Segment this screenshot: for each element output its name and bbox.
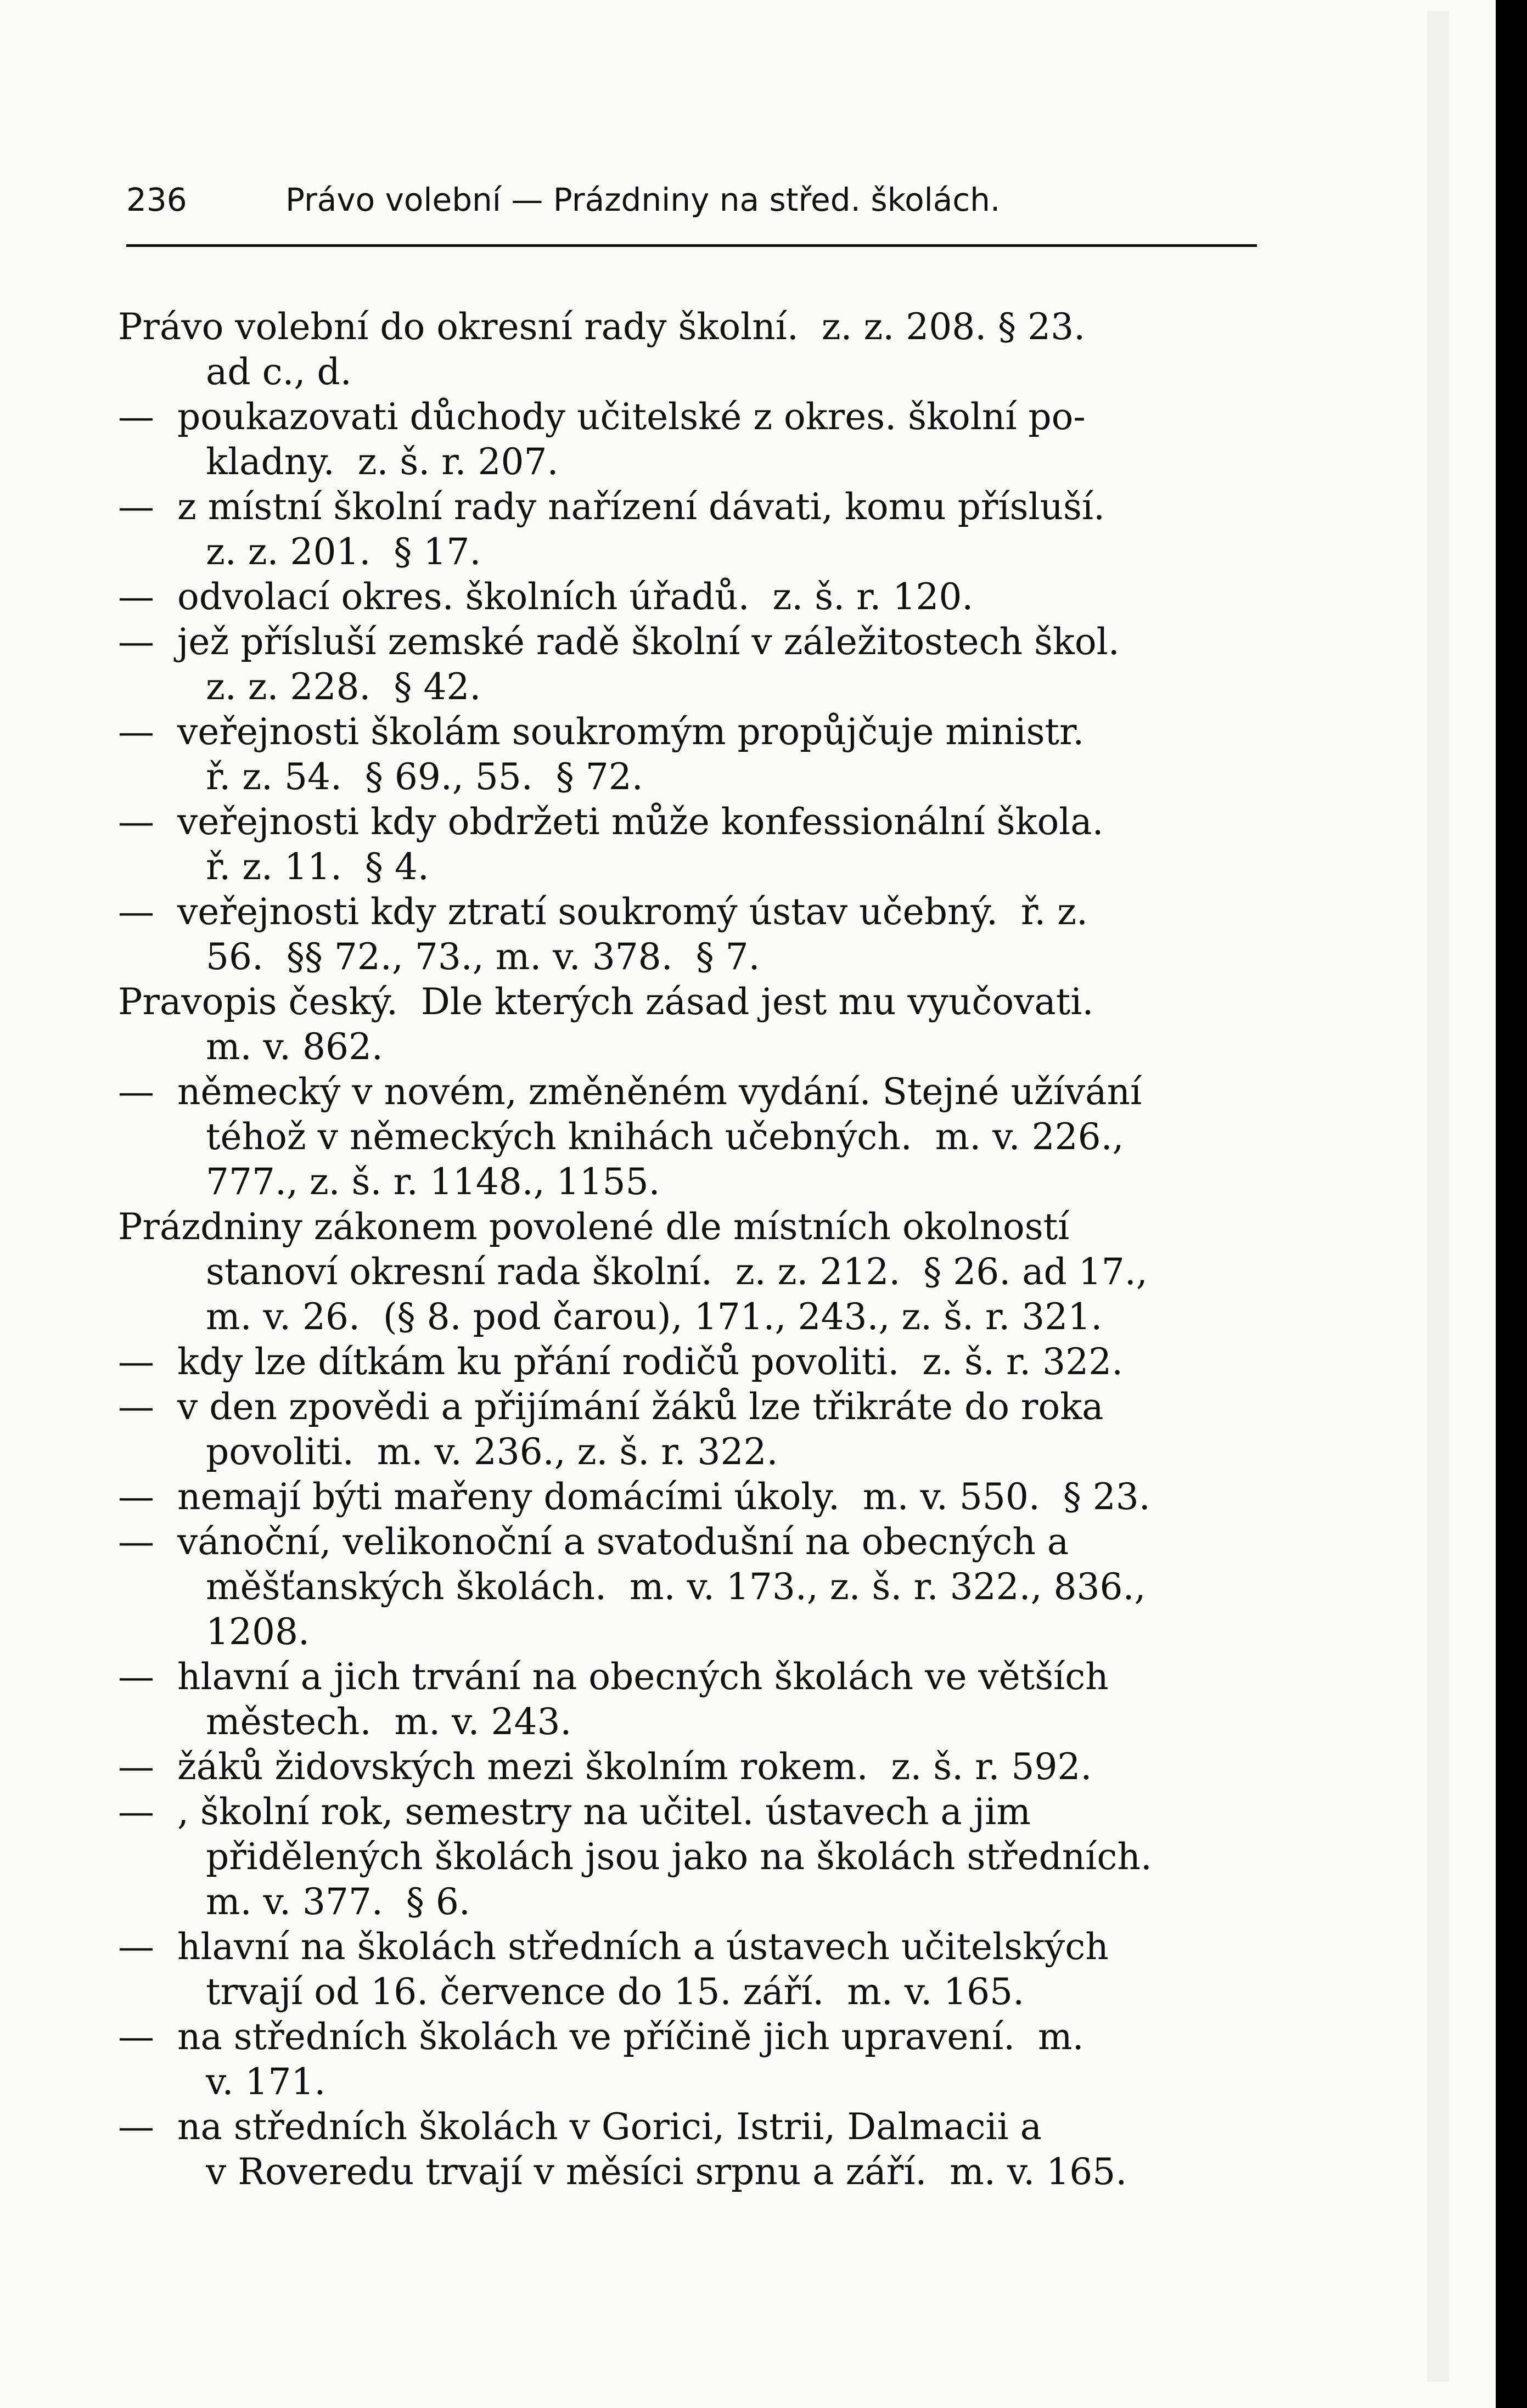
entry-line: měšťanských školách. m. v. 173., z. š. r. 322., 836., [206, 1566, 1146, 1608]
entry-line: — na středních školách v Gorici, Istrii, Dalmacii a [118, 2106, 1042, 2148]
index-entry [118, 305, 1260, 395]
index-entry [118, 980, 1260, 1070]
entry-line: z. z. 228. § 42. [206, 666, 481, 708]
entry-line: 1208. [206, 1611, 310, 1653]
scan-border [1496, 0, 1527, 2408]
entry-line: povoliti. m. v. 236., z. š. r. 322. [206, 1431, 778, 1473]
entry-line: — na středních školách ve příčině jich upravení. m. [118, 2016, 1084, 2058]
entry-line: — hlavní a jich trvání na obecných školách ve větších [118, 1656, 1109, 1698]
index-entry [118, 1475, 1260, 1520]
index-entry [118, 710, 1260, 800]
entry-line: — nemají býti mařeny domácími úkoly. m. v. 550. § 23. [118, 1476, 1150, 1518]
entry-line: m. v. 26. (§ 8. pod čarou), 171., 243., z. š. r. 321. [206, 1296, 1103, 1338]
entry-line: 777., z. š. r. 1148., 1155. [206, 1161, 660, 1203]
page-edge-shadow [1427, 11, 1449, 2382]
index-entry [118, 485, 1260, 575]
index-entry [118, 1790, 1260, 1925]
entry-line: ř. z. 11. § 4. [206, 846, 429, 888]
index-entry [118, 1340, 1260, 1385]
entry-line: — odvolací okres. školních úřadů. z. š. r. 120. [118, 576, 974, 618]
index-entries [118, 305, 1260, 2195]
entry-line: — veřejnosti kdy ztratí soukromý ústav učebný. ř. z. [118, 891, 1088, 933]
entry-line: — poukazovati důchody učitelské z okres. školní po- [118, 396, 1086, 438]
entry-line: — , školní rok, semestry na učitel. ústavech a jim [118, 1791, 1031, 1833]
entry-line: trvají od 16. července do 15. září. m. v. 165. [206, 1971, 1025, 2013]
page-number: 236 [126, 181, 187, 218]
page-header [126, 181, 1257, 241]
entry-line: m. v. 862. [206, 1026, 383, 1068]
entry-line: Pravopis český. Dle kterých zásad jest mu vyučovati. [118, 981, 1094, 1023]
index-entry [118, 1070, 1260, 1205]
entry-line: přidělených školách jsou jako na školách středních. [206, 1836, 1152, 1878]
entry-line: Právo volební do okresní rady školní. z. z. 208. § 23. [118, 306, 1086, 348]
entry-line: — vánoční, velikonoční a svatodušní na obecných a [118, 1521, 1069, 1563]
entry-line: — žáků židovských mezi školním rokem. z. š. r. 592. [118, 1746, 1092, 1788]
index-entry [118, 1745, 1260, 1790]
entry-line: m. v. 377. § 6. [206, 1881, 470, 1923]
index-entry [118, 1655, 1260, 1745]
entry-line: — kdy lze dítkám ku přání rodičů povoliti. z. š. r. 322. [118, 1341, 1124, 1383]
index-entry [118, 800, 1260, 890]
entry-line: — z místní školní rady nařízení dávati, komu přísluší. [118, 486, 1105, 528]
entry-line: — v den zpovědi a přijímání žáků lze třikráte do roka [118, 1386, 1104, 1428]
index-entry [118, 1925, 1260, 2015]
index-entry [118, 2105, 1260, 2195]
index-entry [118, 2015, 1260, 2105]
entry-line: městech. m. v. 243. [206, 1701, 572, 1743]
entry-line: — hlavní na školách středních a ústavech učitelských [118, 1926, 1109, 1968]
index-entry [118, 1520, 1260, 1655]
index-entry [118, 1205, 1260, 1340]
entry-line: — veřejnosti kdy obdržeti může konfessionální škola. [118, 801, 1104, 843]
index-entry [118, 890, 1260, 980]
index-entry [118, 395, 1260, 485]
entry-line: 56. §§ 72., 73., m. v. 378. § 7. [206, 936, 760, 978]
entry-line: v Roveredu trvají v měsíci srpnu a září. m. v. 165. [206, 2151, 1127, 2193]
entry-line: ad c., d. [206, 351, 352, 393]
entry-line: z. z. 201. § 17. [206, 531, 481, 573]
entry-line: stanoví okresní rada školní. z. z. 212. § 26. ad 17., [206, 1251, 1148, 1293]
index-entry [118, 1385, 1260, 1475]
entry-line: kladny. z. š. r. 207. [206, 441, 559, 483]
entry-line: ř. z. 54. § 69., 55. § 72. [206, 756, 643, 798]
entry-line: v. 171. [206, 2061, 326, 2103]
entry-line: — jež přísluší zemské radě školní v záležitostech škol. [118, 621, 1120, 663]
entry-line: téhož v německých knihách učebných. m. v. 226., [206, 1116, 1124, 1158]
index-entry [118, 620, 1260, 710]
header-rule [126, 244, 1257, 247]
entry-line: Prázdniny zákonem povolené dle místních okolností [118, 1206, 1070, 1248]
index-entry [118, 575, 1260, 620]
entry-line: — německý v novém, změněném vydání. Stejné užívání [118, 1071, 1142, 1113]
running-title: Právo volební — Prázdniny na střed. školách. [285, 181, 1001, 218]
entry-line: — veřejnosti školám soukromým propůjčuje ministr. [118, 711, 1085, 753]
